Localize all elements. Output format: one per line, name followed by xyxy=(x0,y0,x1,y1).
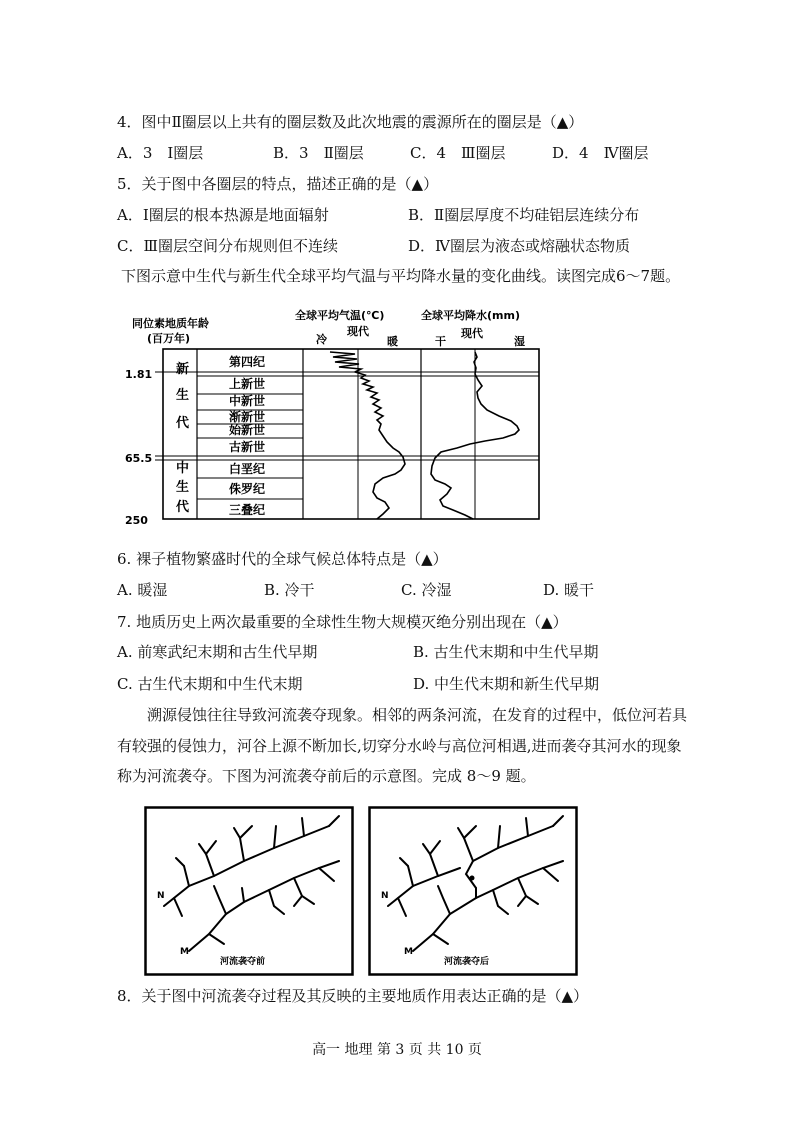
intro-8-9-line-2: 有较强的侵蚀力，河谷上源不断加长,切穿分水岭与高位河相遇,进而袭夺其河水的现象 xyxy=(117,737,682,755)
label-m-after: M xyxy=(404,947,413,957)
lower-river-before xyxy=(189,861,339,951)
q8-stem: 8．关于图中河流袭夺过程及其反映的主要地质作用表达正确的是（▲） xyxy=(117,987,589,1005)
q5-option-a: A．Ⅰ圈层的根本热源是地面辐射 xyxy=(117,206,329,224)
period-quaternary: 第四纪 xyxy=(229,355,266,369)
temperature-curve xyxy=(330,352,405,519)
precip-dry-label: 干 xyxy=(435,335,446,348)
period-paleocene: 古新世 xyxy=(229,440,266,454)
q4-option-c: C．4 Ⅲ圈层 xyxy=(410,144,506,162)
q4-option-a: A．3 Ⅰ圈层 xyxy=(117,144,204,162)
upper-river-before xyxy=(164,816,339,916)
temp-title: 全球平均气温(℃) xyxy=(295,309,385,322)
upper-river-after xyxy=(388,816,563,916)
temp-modern-label: 现代 xyxy=(347,325,369,338)
capture-point xyxy=(470,876,475,881)
caption-after: 河流袭夺后 xyxy=(444,957,490,967)
q7-option-a: A. 前寒武纪末期和古生代早期 xyxy=(117,643,318,661)
q5-option-c: C．Ⅲ圈层空间分布规则但不连续 xyxy=(117,237,338,255)
q6-option-d: D. 暖干 xyxy=(543,581,595,599)
era-cenozoic-1: 新 xyxy=(176,362,190,377)
q6-option-b: B. 冷干 xyxy=(264,581,315,599)
precip-wet-label: 湿 xyxy=(514,335,525,348)
q7-option-d: D. 中生代末期和新生代早期 xyxy=(413,675,600,693)
lower-river-after xyxy=(413,861,563,951)
period-eocene: 始新世 xyxy=(229,423,266,437)
age-250: 250 xyxy=(125,514,148,527)
river-capture-figure-after xyxy=(368,806,578,976)
era-cenozoic-2: 生 xyxy=(176,388,190,403)
precip-title: 全球平均降水(mm) xyxy=(421,309,520,322)
q7-option-c: C. 古生代末期和中生代末期 xyxy=(117,675,303,693)
intro-8-9-line-3: 称为河流袭夺。下图为河流袭夺前后的示意图。完成 8～9 题。 xyxy=(117,767,536,785)
label-n-after: N xyxy=(381,891,389,901)
q7-option-b: B. 古生代末期和中生代早期 xyxy=(413,643,599,661)
temp-cold-label: 冷 xyxy=(316,333,327,346)
period-triassic: 三叠纪 xyxy=(229,503,266,517)
precip-modern-label: 现代 xyxy=(461,327,483,340)
q5-stem: 5．关于图中各圈层的特点，描述正确的是（▲） xyxy=(117,175,439,193)
q6-option-a: A. 暖湿 xyxy=(117,581,168,599)
intro-6-7: 下图示意中生代与新生代全球平均气温与平均降水量的变化曲线。读图完成6～7题。 xyxy=(121,267,681,285)
q6-stem: 6. 裸子植物繁盛时代的全球气候总体特点是（▲） xyxy=(117,550,448,568)
period-oligocene: 渐新世 xyxy=(229,410,266,424)
climate-curve-figure xyxy=(125,302,555,527)
age-65-5: 65.5 xyxy=(125,452,153,465)
temp-warm-label: 暖 xyxy=(387,335,398,348)
age-unit: (百万年) xyxy=(147,332,191,345)
age-title: 同位素地质年龄 xyxy=(132,317,209,330)
q4-option-d: D．4 Ⅳ圈层 xyxy=(552,144,649,162)
period-miocene: 中新世 xyxy=(229,394,266,408)
chart-frame xyxy=(163,349,539,519)
q6-option-c: C. 冷湿 xyxy=(401,581,452,599)
intro-8-9-line-1: 溯源侵蚀往往导致河流袭夺现象。相邻的两条河流，在发育的过程中，低位河若具 xyxy=(147,706,688,724)
label-n-before: N xyxy=(157,891,165,901)
period-pliocene: 上新世 xyxy=(229,377,266,391)
age-1-81: 1.81 xyxy=(125,368,153,381)
q4-stem: 4．图中Ⅱ圈层以上共有的圈层数及此次地震的震源所在的圈层是（▲） xyxy=(117,113,584,131)
caption-before: 河流袭夺前 xyxy=(220,957,266,967)
river-capture-figure-before xyxy=(144,806,354,976)
q7-stem: 7. 地质历史上两次最重要的全球性生物大规模灭绝分别出现在（▲） xyxy=(117,613,568,631)
label-m-before: M xyxy=(180,947,189,957)
era-mesozoic-1: 中 xyxy=(176,461,190,476)
period-jurassic: 侏罗纪 xyxy=(229,482,266,496)
q5-option-d: D．Ⅳ圈层为液态或熔融状态物质 xyxy=(408,237,631,255)
period-cretaceous: 白垩纪 xyxy=(229,462,266,476)
page-footer: 高一 地理 第 3 页 共 10 页 xyxy=(312,1042,482,1058)
era-cenozoic-3: 代 xyxy=(176,416,190,431)
era-mesozoic-2: 生 xyxy=(176,480,190,495)
q5-option-b: B．Ⅱ圈层厚度不均硅铝层连续分布 xyxy=(408,206,640,224)
era-mesozoic-3: 代 xyxy=(176,500,190,515)
q4-option-b: B．3 Ⅱ圈层 xyxy=(273,144,364,162)
